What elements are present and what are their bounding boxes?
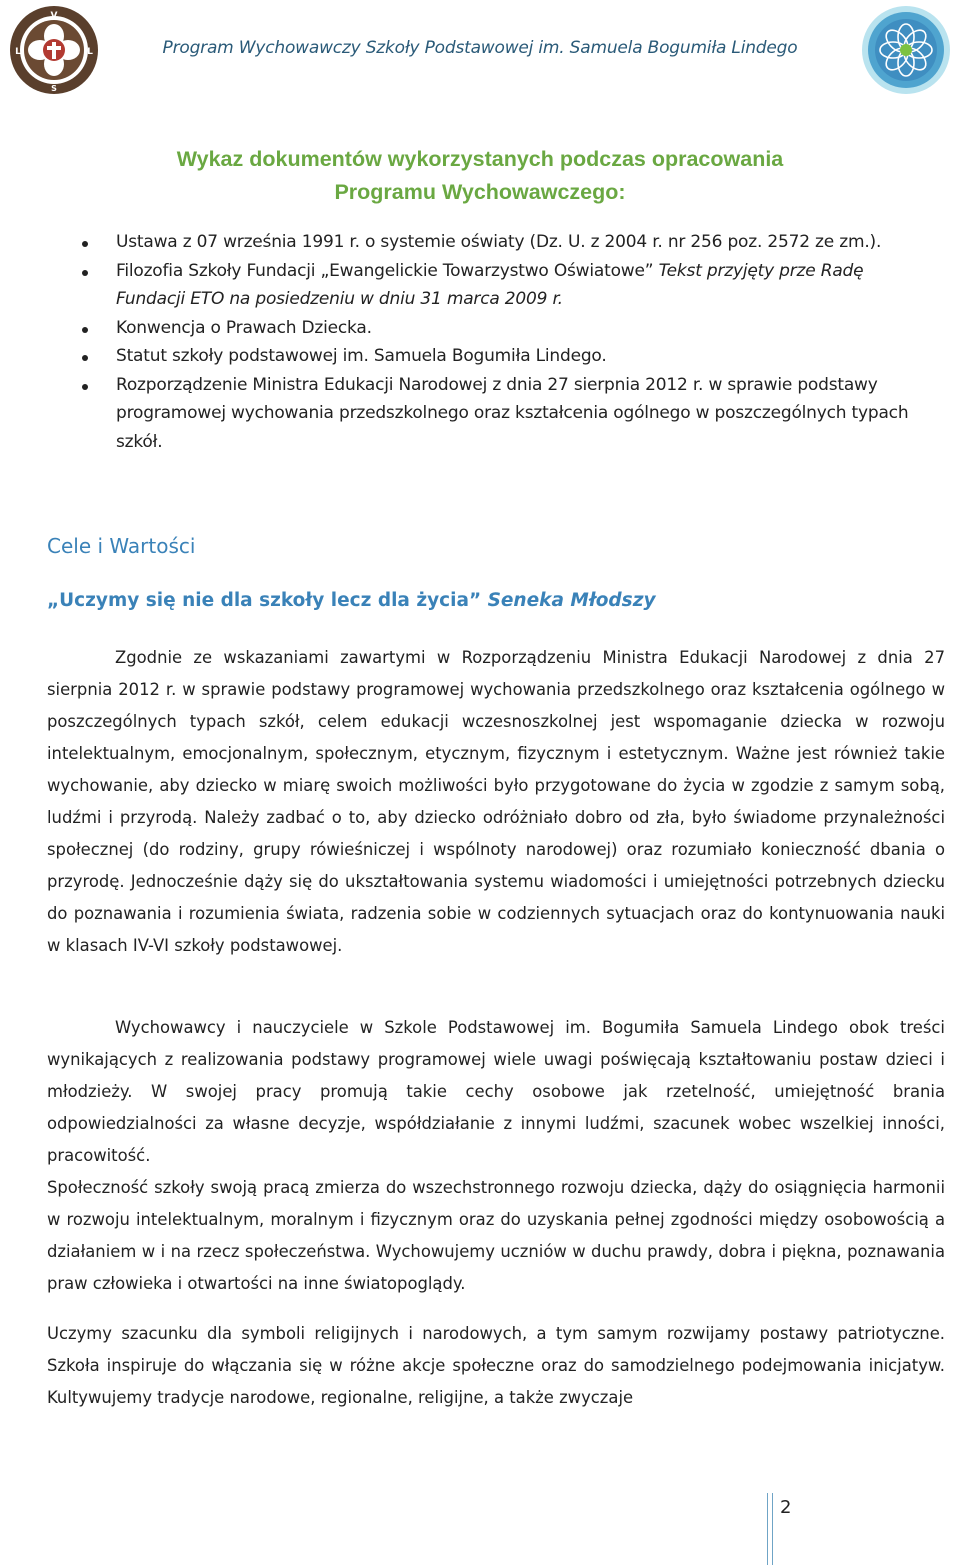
document-title bbox=[0, 143, 960, 209]
list-item bbox=[76, 257, 926, 314]
motto bbox=[47, 590, 656, 611]
list-item-text: Rozporządzenie Ministra Edukacji Narodowej z dnia 27 sierpnia 2012 r. w sprawie podstawy programowej wychowania przedszkolnego oraz kształcenia ogólnego w poszczególnych typach szkół. bbox=[116, 374, 909, 452]
paragraph: Uczymy szacunku dla symboli religijnych i narodowych, a tym samym rozwijamy postawy patriotyczne. Szkoła inspiruje do włączania się w różne akcje społeczne oraz do samodzielnego podejmowania inicjatyw. Kultywujemy tradycje narodowe, regionalne, religijne, a także zwyczaje bbox=[47, 1324, 945, 1407]
section-heading: Cele i Wartości bbox=[47, 534, 196, 558]
list-item bbox=[76, 314, 926, 343]
list-item bbox=[76, 228, 926, 257]
eto-foundation-logo bbox=[860, 4, 952, 96]
page-number-rule bbox=[767, 1493, 773, 1565]
paragraph: Wychowawcy i nauczyciele w Szkole Podstawowej im. Bogumiła Samuela Lindego obok treści wynikających z realizowania podstawy programowej wiele uwagi poświęcają kształtowaniu postaw dzieci i młodzieży. W swojej pracy promują takie cechy osobowe jak rzetelność, umiejętność brania odpowiedzialności za własne decyzje, współdziałanie z innymi ludźmi, szacunek wobec wszelkiej inności, pracowitość. bbox=[47, 1018, 945, 1165]
motto-author: Seneka Młodszy bbox=[487, 590, 656, 611]
list-item-text: Filozofia Szkoły Fundacji „Ewangelickie Towarzystwo Oświatowe” bbox=[116, 260, 659, 281]
document-title-line2: Programu Wychowawczego: bbox=[334, 180, 626, 204]
svg-text:S: S bbox=[51, 84, 57, 93]
list-item-text: Konwencja o Prawach Dziecka. bbox=[116, 317, 372, 338]
svg-text:L: L bbox=[15, 47, 21, 57]
document-title-line1: Wykaz dokumentów wykorzystanych podczas opracowania bbox=[176, 147, 784, 171]
paragraph: Zgodnie ze wskazaniami zawartymi w Rozporządzeniu Ministra Edukacji Narodowej z dnia 27 sierpnia 2012 r. w sprawie podstawy programowej wychowania przedszkolnego oraz kształcenia ogólnego w poszczególnych typach szkół, celem edukacji wczesnoszkolnej jest wspomaganie dziecka w rozwoju intelektualnym, emocjonalnym, społecznym, etycznym, fizycznym i estetycznym. Ważne jest również takie wychowanie, aby dziecko w miarę swoich możliwości było przygotowane do życia w zgodzie z samym sobą, ludźmi i przyrodą. Należy zadbać o to, aby dziecko odróżniało dobro od zła, było świadome przynależności społecznej (do rodziny, grupy rówieśniczej i wspólnoty narodowej) oraz rozumiało konieczność dbania o przyrodę. Jednocześnie dąży się do ukształtowania systemu wiadomości i umiejętności potrzebnych dziecku do poznawania i rozumienia świata, radzenia sobie w codziennych sytuacjach oraz do kontynuowania nauki w klasach IV-VI szkoły podstawowej. bbox=[47, 648, 945, 955]
svg-text:L: L bbox=[87, 47, 93, 57]
list-item-text: Statut szkoły podstawowej im. Samuela Bogumiła Lindego. bbox=[116, 346, 607, 366]
svg-text:V: V bbox=[50, 11, 58, 21]
header-title: Program Wychowawczy Szkoły Podstawowej im. Samuela Bogumiła Lindego bbox=[162, 38, 798, 58]
list-item-italic-note: Tekst przyjęty prze Radę Fundacji ETO na posiedzeniu w dniu 31 marca 2009 r. bbox=[116, 260, 864, 309]
list-item bbox=[76, 342, 926, 371]
motto-quote: „Uczymy się nie dla szkoły lecz dla życia” bbox=[47, 590, 482, 611]
page-number: 2 bbox=[780, 1497, 792, 1518]
documents-list bbox=[76, 228, 926, 456]
list-item-text: Ustawa z 07 września 1991 r. o systemie oświaty (Dz. U. z 2004 r. nr 256 poz. 2572 ze zm.). bbox=[116, 232, 882, 252]
page-header bbox=[0, 0, 960, 100]
list-item bbox=[76, 371, 926, 457]
paragraph: Społeczność szkoły swoją pracą zmierza do wszechstronnego rozwoju dziecka, dąży do osiągnięcia harmonii w rozwoju intelektualnym, moralnym i fizycznym oraz do uzyskania pełnej zgodności między osobowością a działaniem w i na rzecz społeczeństwa. Wychowujemy uczniów w duchu prawdy, dobra i piękna, poznawania praw człowieka i otwartości na inne światopoglądy. bbox=[47, 1178, 945, 1293]
